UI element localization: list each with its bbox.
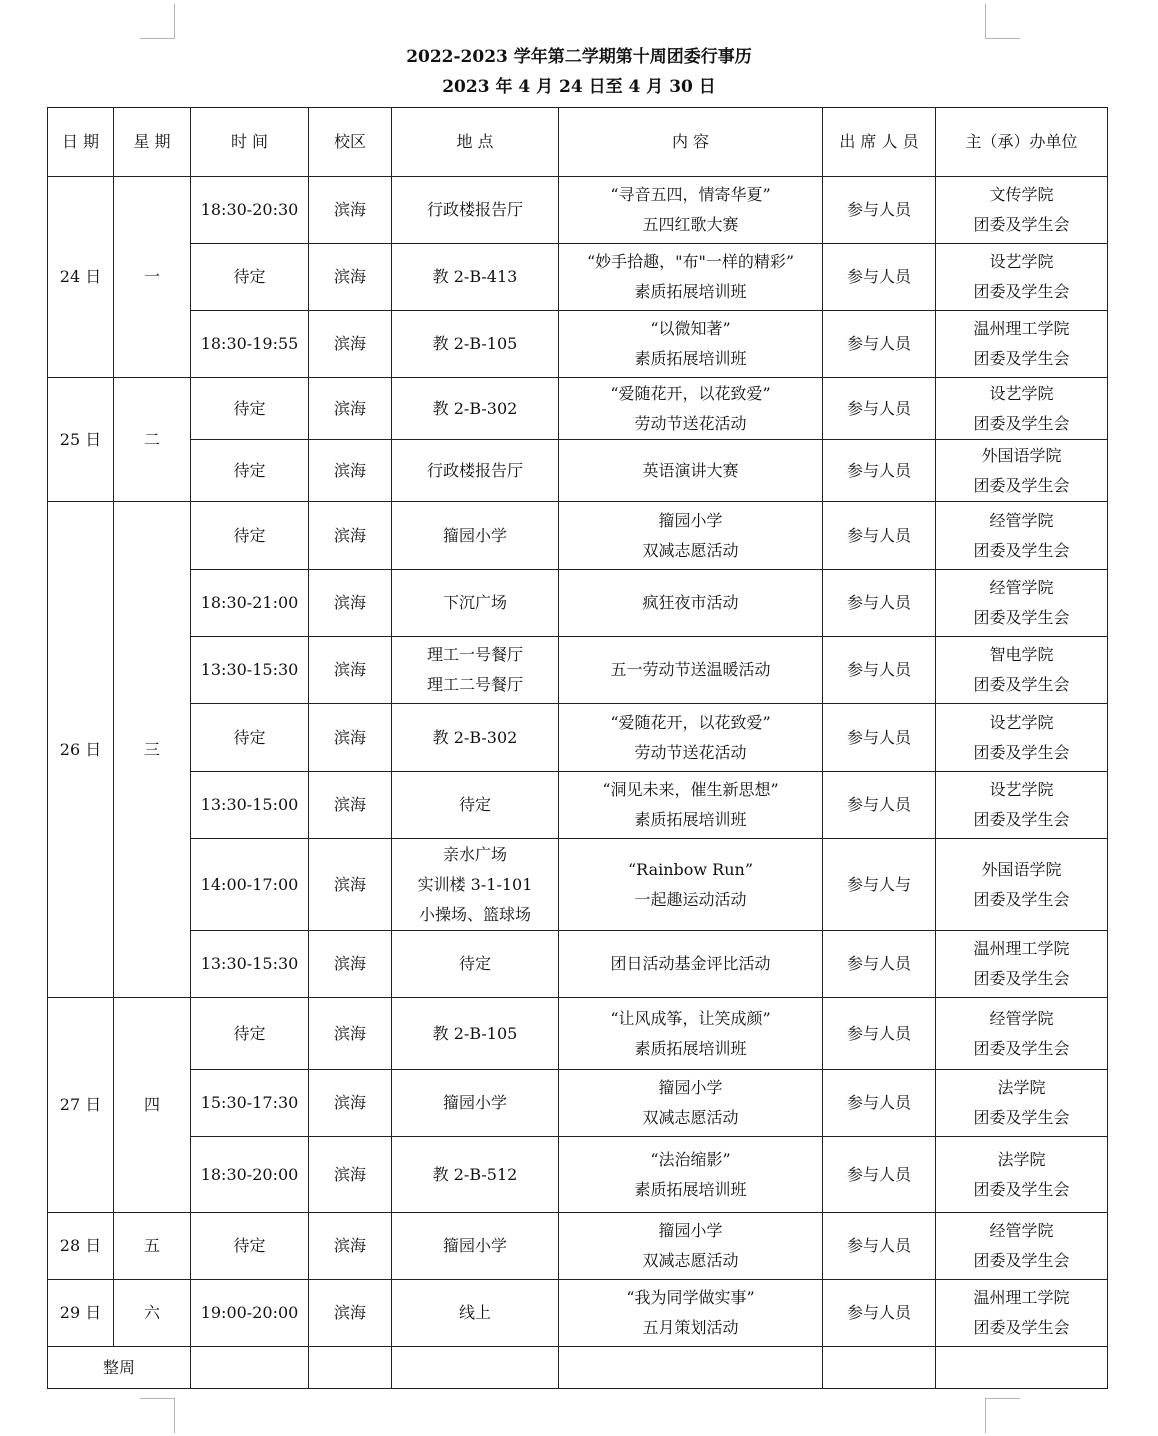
header-content: 内 容: [559, 108, 823, 177]
place-cell: [392, 378, 559, 440]
content-cell-line: 素质拓展培训班: [634, 810, 747, 829]
organizer-cell-line: 团委及学生会: [973, 675, 1070, 694]
organizer-cell-line: 团委及学生会: [973, 1251, 1070, 1270]
content-cell: [559, 704, 823, 772]
date-cell: 25 日: [48, 378, 114, 502]
week-organizer: [936, 1347, 1108, 1389]
content-cell: [559, 244, 823, 311]
date-cell: 24 日: [48, 177, 114, 378]
campus-cell: 滨海: [309, 839, 392, 931]
place-cell-line: 行政楼报告厅: [426, 200, 523, 219]
week-attendee: [823, 1347, 936, 1389]
place-cell-line: 亲水广场: [442, 844, 507, 864]
campus-cell: 滨海: [309, 244, 392, 311]
content-cell-line: “Rainbow Run”: [627, 859, 754, 879]
table-row: [48, 839, 1108, 931]
place-cell-line: 理工一号餐厅: [426, 645, 523, 664]
attendee-cell: 参与人员: [823, 1137, 936, 1213]
header-attendee-line2: 员: [902, 132, 919, 151]
organizer-cell-line: 团委及学生会: [973, 413, 1070, 433]
organizer-cell-line: 团委及学生会: [973, 1108, 1070, 1127]
organizer-cell-line: 文传学院: [989, 185, 1054, 204]
place-cell: [392, 570, 559, 637]
time-cell: 待定: [191, 1213, 309, 1280]
attendee-cell: 参与人员: [823, 378, 936, 440]
weekday-cell: 四: [114, 998, 191, 1213]
table-row: [48, 570, 1108, 637]
week-time: [191, 1347, 309, 1389]
time-cell: 19:00-20:00: [191, 1280, 309, 1347]
content-cell-line: 双减志愿活动: [642, 1108, 739, 1127]
attendee-cell: 参与人员: [823, 1070, 936, 1137]
weekday-cell: 一: [114, 177, 191, 378]
organizer-cell-line: 经管学院: [989, 1008, 1054, 1028]
place-cell: [392, 931, 559, 998]
place-cell-line: 小操场、篮球场: [418, 904, 531, 924]
organizer-cell-line: 团委及学生会: [973, 889, 1070, 909]
content-cell-line: “让风成筝，让笑成颜”: [610, 1008, 771, 1028]
table-row: [48, 1213, 1108, 1280]
weekday-cell: 六: [114, 1280, 191, 1347]
organizer-cell-line: 外国语学院: [981, 859, 1062, 879]
attendee-cell: 参与人员: [823, 311, 936, 378]
organizer-cell-line: 设艺学院: [989, 712, 1054, 732]
place-cell: [392, 839, 559, 931]
organizer-cell-line: 外国语学院: [981, 445, 1062, 465]
table-row: [48, 1137, 1108, 1213]
date-cell: 28 日: [48, 1213, 114, 1280]
organizer-cell: [936, 1213, 1108, 1280]
header-attendee-line1: 出 席 人: [839, 132, 898, 151]
organizer-cell-line: 法学院: [997, 1149, 1046, 1169]
content-cell-line: 素质拓展培训班: [634, 1038, 747, 1058]
content-cell: [559, 1213, 823, 1280]
organizer-cell-line: 团委及学生会: [973, 608, 1070, 627]
content-cell-line: “洞见未来，催生新思想”: [602, 780, 779, 799]
organizer-cell: [936, 570, 1108, 637]
week-label: 整周: [48, 1347, 191, 1389]
content-cell-line: 双减志愿活动: [642, 1251, 739, 1270]
content-cell-line: 劳动节送花活动: [634, 742, 747, 762]
place-cell-line: 待定: [458, 795, 491, 814]
header-row: [48, 108, 1108, 177]
place-cell-line: 教 2-B-105: [432, 1023, 518, 1043]
time-cell: 18:30-19:55: [191, 311, 309, 378]
attendee-cell: 参与人与: [823, 839, 936, 931]
organizer-cell: [936, 244, 1108, 311]
campus-cell: 滨海: [309, 378, 392, 440]
table-row: [48, 637, 1108, 704]
week-row: [48, 1347, 1108, 1389]
table-row: [48, 704, 1108, 772]
weekday-cell: 三: [114, 502, 191, 998]
place-cell-line: 教 2-B-302: [432, 398, 518, 418]
content-cell: [559, 637, 823, 704]
organizer-cell: [936, 931, 1108, 998]
document-title: 2022-2023 学年第二学期第十周团委行事历: [406, 47, 752, 67]
content-cell: [559, 378, 823, 440]
header-organizer: 主（承）办单位: [936, 108, 1108, 177]
time-cell: 13:30-15:30: [191, 931, 309, 998]
place-cell: [392, 311, 559, 378]
content-cell-line: 素质拓展培训班: [634, 349, 747, 368]
place-cell: [392, 177, 559, 244]
content-cell-line: “我为同学做实事”: [626, 1288, 755, 1307]
content-cell: [559, 1137, 823, 1213]
organizer-cell-line: 温州理工学院: [973, 1288, 1070, 1307]
organizer-cell-line: 团委及学生会: [973, 282, 1070, 301]
content-cell-line: 英语演讲大赛: [642, 460, 739, 480]
place-cell: [392, 1137, 559, 1213]
organizer-cell: [936, 839, 1108, 931]
campus-cell: 滨海: [309, 570, 392, 637]
organizer-cell: [936, 637, 1108, 704]
content-cell-line: “寻音五四，情寄华夏”: [610, 185, 771, 204]
time-cell: 13:30-15:00: [191, 772, 309, 839]
campus-cell: 滨海: [309, 998, 392, 1070]
organizer-cell-line: 经管学院: [989, 578, 1054, 597]
header-time: 时 间: [191, 108, 309, 177]
organizer-cell: [936, 772, 1108, 839]
header-campus: 校区: [309, 108, 392, 177]
organizer-cell-line: 团委及学生会: [973, 1038, 1070, 1058]
content-cell-line: 双减志愿活动: [642, 540, 739, 560]
content-cell: [559, 570, 823, 637]
campus-cell: 滨海: [309, 1070, 392, 1137]
attendee-cell: 参与人员: [823, 1280, 936, 1347]
time-cell: 18:30-20:00: [191, 1137, 309, 1213]
content-cell-line: “爱随花开，以花致爱”: [610, 712, 771, 732]
attendee-cell: 参与人员: [823, 704, 936, 772]
content-cell-line: 籀园小学: [658, 1221, 723, 1240]
organizer-cell-line: 团委及学生会: [973, 810, 1070, 829]
attendee-cell: 参与人员: [823, 570, 936, 637]
place-cell: [392, 772, 559, 839]
organizer-cell: [936, 440, 1108, 502]
crop-mark-bottom-left: [140, 1398, 175, 1433]
place-cell-line: 下沉广场: [442, 593, 507, 612]
attendee-cell: 参与人员: [823, 931, 936, 998]
organizer-cell-line: 团委及学生会: [973, 540, 1070, 560]
place-cell-line: 教 2-B-302: [432, 727, 518, 747]
time-cell: 18:30-21:00: [191, 570, 309, 637]
organizer-cell: [936, 998, 1108, 1070]
attendee-cell: 参与人员: [823, 440, 936, 502]
place-cell: [392, 244, 559, 311]
crop-mark-bottom-right: [985, 1398, 1020, 1433]
content-cell: [559, 1280, 823, 1347]
content-cell: [559, 839, 823, 931]
place-cell-line: 行政楼报告厅: [426, 460, 523, 480]
place-cell-line: 籀园小学: [442, 1093, 507, 1112]
content-cell-line: 一起趣运动活动: [634, 889, 747, 909]
place-cell: [392, 704, 559, 772]
table-row: [48, 1280, 1108, 1347]
content-cell: [559, 1070, 823, 1137]
organizer-cell-line: 团委及学生会: [973, 349, 1070, 368]
header-place: 地 点: [392, 108, 559, 177]
place-cell-line: 教 2-B-105: [432, 334, 518, 353]
content-cell: [559, 998, 823, 1070]
content-cell: [559, 931, 823, 998]
time-cell: 13:30-15:30: [191, 637, 309, 704]
table-row: [48, 931, 1108, 998]
campus-cell: 滨海: [309, 931, 392, 998]
table-row: [48, 378, 1108, 440]
place-cell: [392, 502, 559, 570]
organizer-cell-line: 温州理工学院: [973, 319, 1070, 338]
crop-mark-top-left: [140, 4, 175, 39]
content-cell-line: 素质拓展培训班: [634, 1179, 747, 1199]
organizer-cell-line: 团委及学生会: [973, 969, 1070, 988]
organizer-cell-line: 经管学院: [989, 1221, 1054, 1240]
attendee-cell: 参与人员: [823, 177, 936, 244]
organizer-cell: [936, 1137, 1108, 1213]
place-cell-line: 待定: [458, 954, 491, 973]
organizer-cell: [936, 311, 1108, 378]
table-row: [48, 998, 1108, 1070]
schedule-body: [48, 177, 1108, 1347]
attendee-cell: 参与人员: [823, 998, 936, 1070]
organizer-cell: [936, 1070, 1108, 1137]
campus-cell: 滨海: [309, 1213, 392, 1280]
place-cell: [392, 1070, 559, 1137]
place-cell-line: 教 2-B-413: [432, 267, 518, 286]
organizer-cell: [936, 378, 1108, 440]
attendee-cell: 参与人员: [823, 637, 936, 704]
campus-cell: 滨海: [309, 772, 392, 839]
content-cell-line: 素质拓展培训班: [634, 282, 747, 301]
table-row: [48, 311, 1108, 378]
organizer-cell-line: 团委及学生会: [973, 742, 1070, 762]
place-cell-line: 籀园小学: [442, 525, 507, 545]
content-cell-line: 疯狂夜市活动: [642, 593, 739, 612]
organizer-cell-line: 团委及学生会: [973, 1318, 1070, 1337]
content-cell-line: 五一劳动节送温暖活动: [610, 660, 771, 679]
content-cell-line: 籀园小学: [658, 510, 723, 530]
place-cell: [392, 440, 559, 502]
campus-cell: 滨海: [309, 1137, 392, 1213]
organizer-cell-line: 团委及学生会: [973, 475, 1070, 495]
content-cell-line: 劳动节送花活动: [634, 413, 747, 433]
organizer-cell: [936, 1280, 1108, 1347]
attendee-cell: 参与人员: [823, 502, 936, 570]
content-cell: [559, 502, 823, 570]
place-cell-line: 教 2-B-512: [432, 1164, 518, 1184]
time-cell: 15:30-17:30: [191, 1070, 309, 1137]
table-row: [48, 772, 1108, 839]
organizer-cell-line: 团委及学生会: [973, 215, 1070, 234]
weekday-cell: 五: [114, 1213, 191, 1280]
organizer-cell: [936, 177, 1108, 244]
organizer-cell-line: 设艺学院: [989, 383, 1054, 403]
crop-mark-top-right: [985, 4, 1020, 39]
header-attendee: [823, 108, 936, 177]
content-cell-line: 籀园小学: [658, 1078, 723, 1097]
organizer-cell: [936, 704, 1108, 772]
campus-cell: 滨海: [309, 1280, 392, 1347]
campus-cell: 滨海: [309, 502, 392, 570]
attendee-cell: 参与人员: [823, 244, 936, 311]
time-cell: 待定: [191, 440, 309, 502]
header-weekday: 星 期: [114, 108, 191, 177]
weekday-cell: 二: [114, 378, 191, 502]
organizer-cell-line: 设艺学院: [989, 252, 1054, 271]
date-cell: 29 日: [48, 1280, 114, 1347]
schedule-table: [47, 107, 1108, 1389]
organizer-cell-line: 经管学院: [989, 510, 1054, 530]
content-cell-line: “法治缩影”: [650, 1149, 731, 1169]
time-cell: 待定: [191, 244, 309, 311]
place-cell: [392, 1280, 559, 1347]
campus-cell: 滨海: [309, 311, 392, 378]
table-row: [48, 244, 1108, 311]
table-row: [48, 440, 1108, 502]
table-row: [48, 1070, 1108, 1137]
organizer-cell-line: 设艺学院: [989, 780, 1054, 799]
campus-cell: 滨海: [309, 177, 392, 244]
organizer-cell-line: 法学院: [997, 1078, 1046, 1097]
table-row: [48, 177, 1108, 244]
date-cell: 27 日: [48, 998, 114, 1213]
organizer-cell: [936, 502, 1108, 570]
place-cell: [392, 1213, 559, 1280]
time-cell: 待定: [191, 378, 309, 440]
content-cell-line: 五四红歌大赛: [642, 215, 739, 234]
header-date: 日 期: [48, 108, 114, 177]
campus-cell: 滨海: [309, 704, 392, 772]
organizer-cell-line: 智电学院: [989, 645, 1054, 664]
organizer-cell-line: 团委及学生会: [973, 1179, 1070, 1199]
content-cell-line: “以微知著”: [650, 319, 731, 338]
place-cell-line: 线上: [458, 1303, 491, 1322]
content-cell-line: “爱随花开，以花致爱”: [610, 383, 771, 403]
attendee-cell: 参与人员: [823, 1213, 936, 1280]
content-cell: [559, 772, 823, 839]
attendee-cell: 参与人员: [823, 772, 936, 839]
time-cell: 待定: [191, 998, 309, 1070]
time-cell: 14:00-17:00: [191, 839, 309, 931]
week-content: [559, 1347, 823, 1389]
campus-cell: 滨海: [309, 440, 392, 502]
place-cell: [392, 637, 559, 704]
time-cell: 待定: [191, 502, 309, 570]
document-date-range: 2023 年 4 月 24 日至 4 月 30 日: [442, 77, 716, 97]
place-cell-line: 理工二号餐厅: [426, 675, 523, 694]
content-cell: [559, 440, 823, 502]
week-place: [392, 1347, 559, 1389]
content-cell: [559, 311, 823, 378]
campus-cell: 滨海: [309, 637, 392, 704]
place-cell-line: 实训楼 3-1-101: [417, 874, 533, 894]
content-cell: [559, 177, 823, 244]
table-row: [48, 502, 1108, 570]
organizer-cell-line: 温州理工学院: [973, 939, 1070, 958]
week-campus: [309, 1347, 392, 1389]
time-cell: 18:30-20:30: [191, 177, 309, 244]
content-cell-line: “妙手拾趣，"布"一样的精彩”: [586, 252, 795, 271]
content-cell-line: 五月策划活动: [642, 1318, 739, 1337]
place-cell: [392, 998, 559, 1070]
content-cell-line: 团日活动基金评比活动: [610, 954, 771, 973]
time-cell: 待定: [191, 704, 309, 772]
place-cell-line: 籀园小学: [442, 1236, 507, 1255]
date-cell: 26 日: [48, 502, 114, 998]
